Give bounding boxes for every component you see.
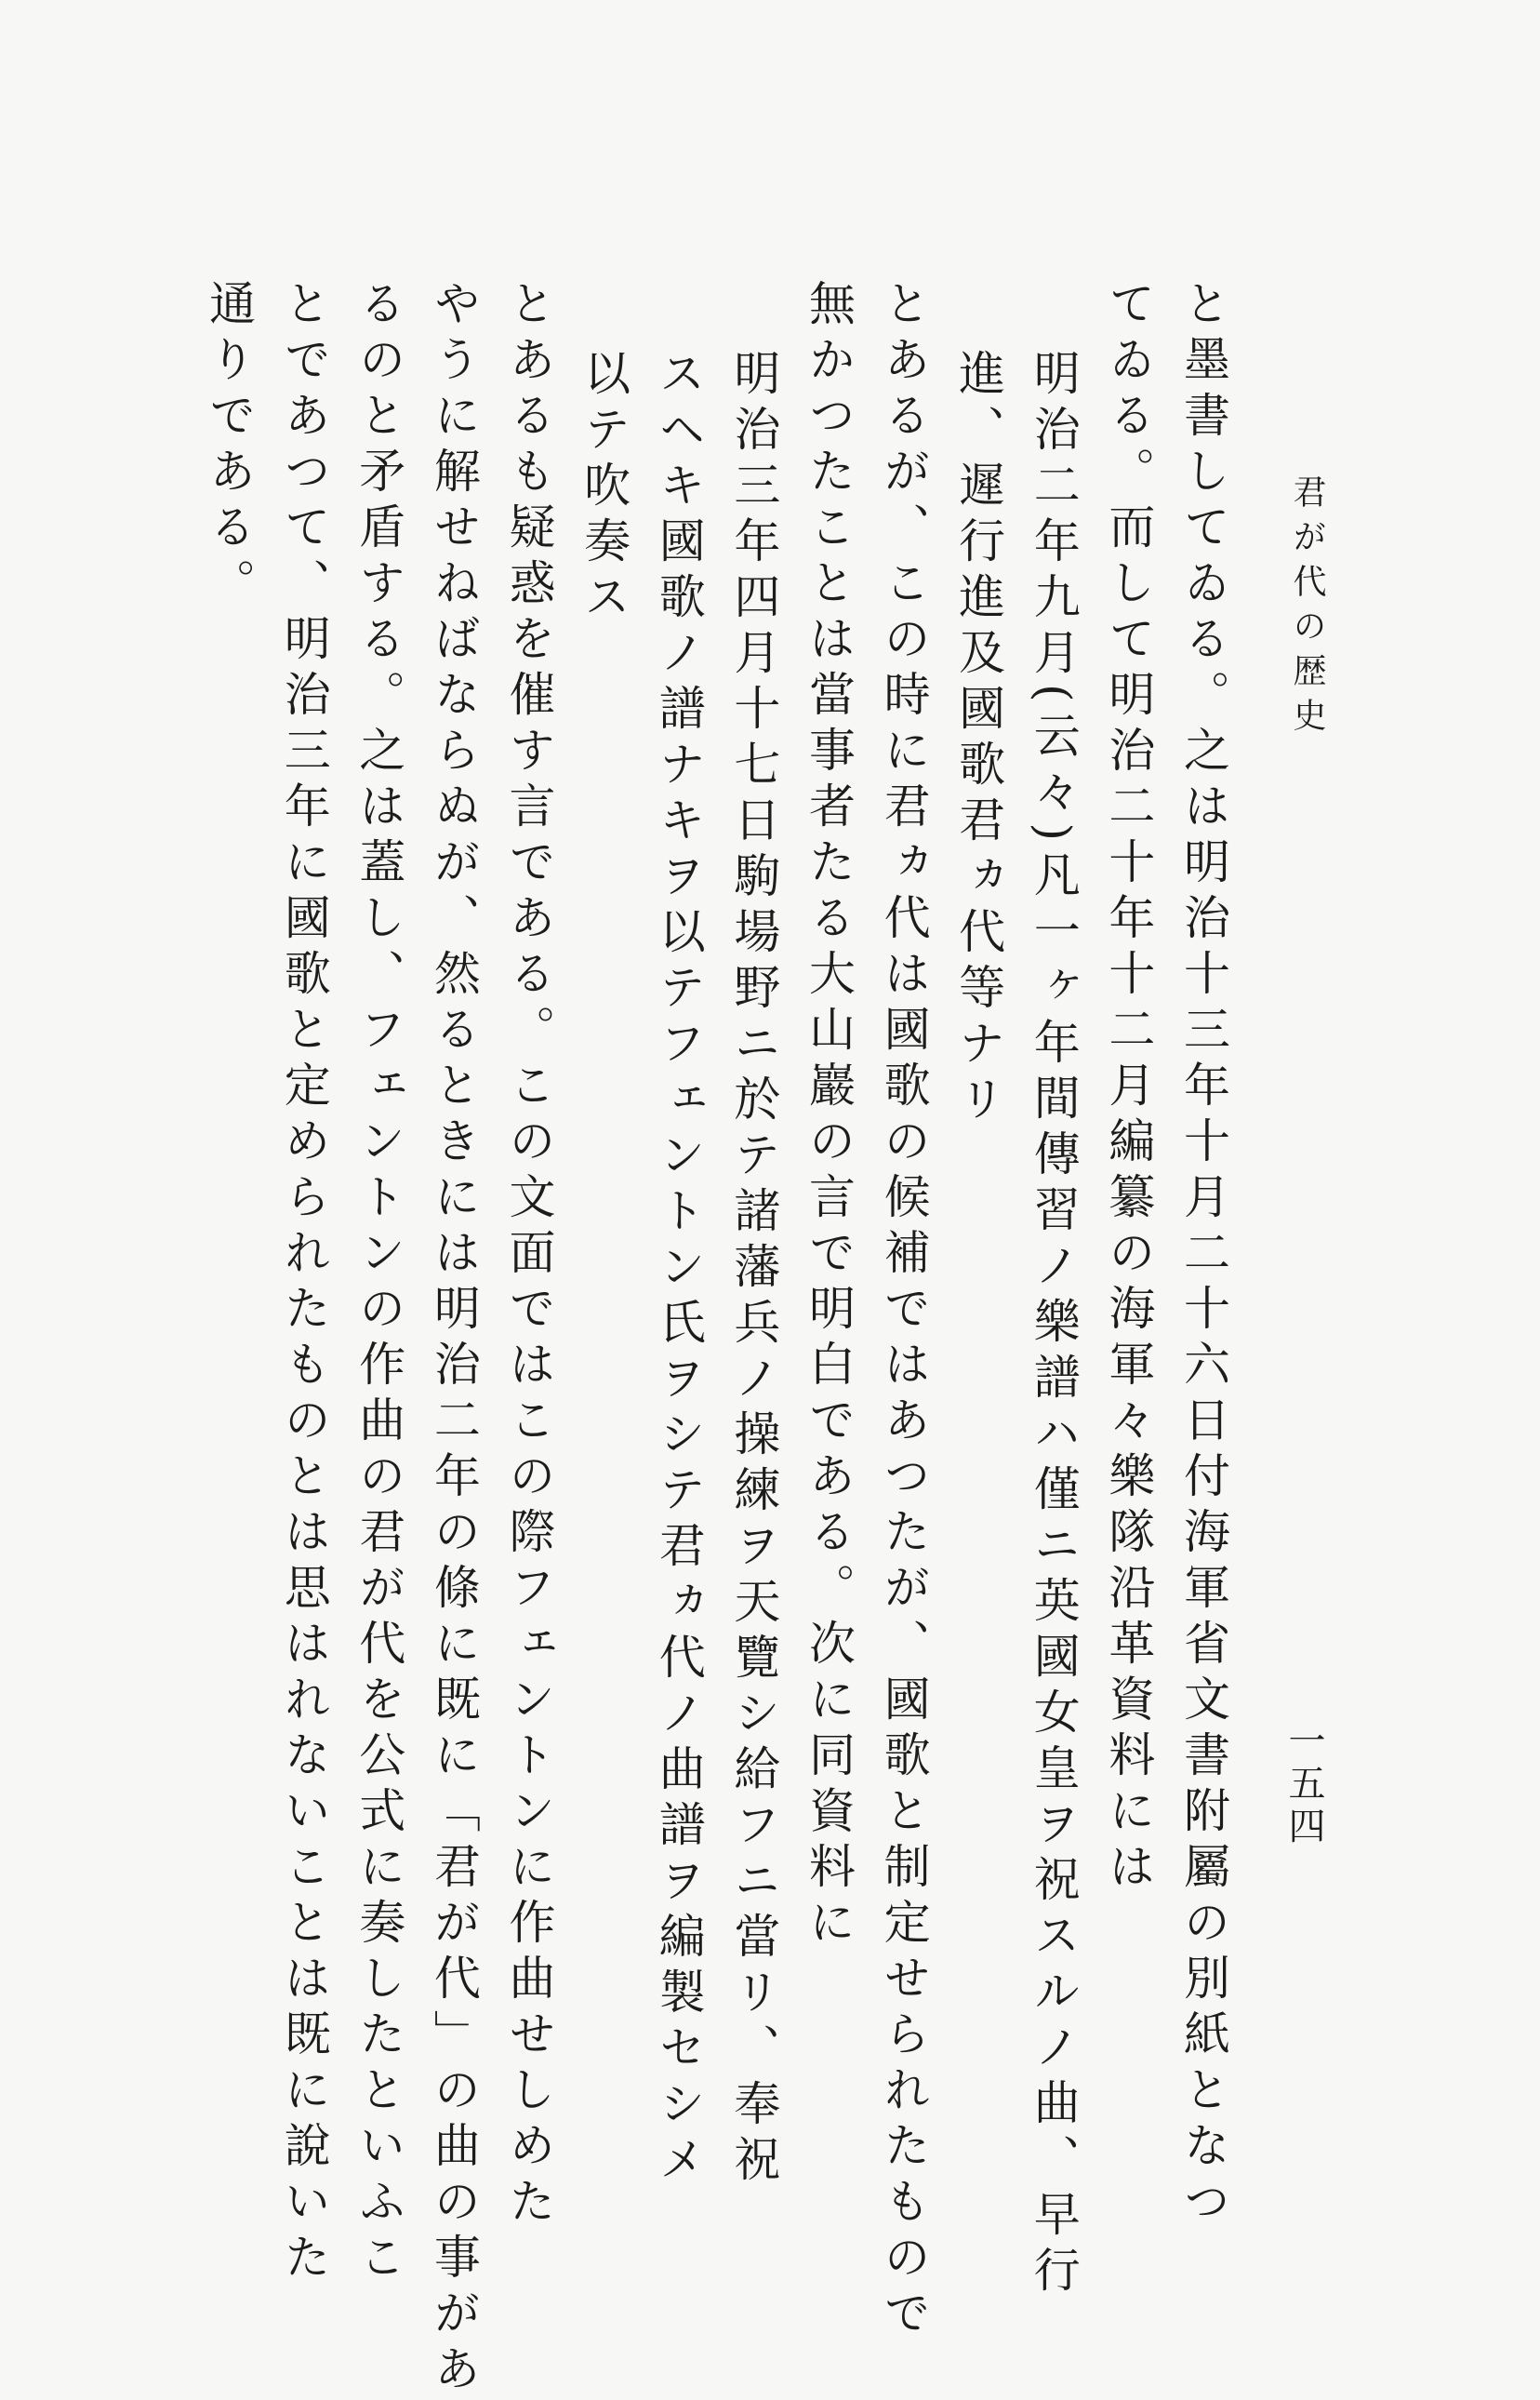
text-line: とあるも疑惑を催す言である。この文面ではこの際フェントンに作曲せしめた bbox=[501, 279, 556, 2233]
text-line: てゐる。而して明治二十年十二月編纂の海軍々樂隊沿革資料には bbox=[1101, 279, 1156, 1898]
text-line: 無かつたことは當事者たる大山巖の言で明白である。次に同資料に bbox=[801, 279, 856, 1953]
body-text bbox=[195, 279, 1237, 2400]
quote-line: 以テ吹奏ス bbox=[577, 349, 631, 628]
text-line: とであつて、明治三年に國歌と定められたものとは思はれないことは既に說いた bbox=[276, 279, 331, 2288]
text-line: るのと矛盾する。之は蓋し、フェントンの作曲の君が代を公式に奏したといふこ bbox=[352, 279, 406, 2288]
text-line: と墨書してゐる。之は明治十三年十月二十六日付海軍省文書附屬の別紙となつ bbox=[1176, 279, 1230, 2233]
running-head-title: 君が代の歴史 bbox=[1288, 474, 1326, 742]
page-number: 一五四 bbox=[1282, 1721, 1325, 1849]
text-line: 通りである。 bbox=[202, 279, 257, 614]
quote-line: 進、遲行進及國歌君ヵ代等ナリ bbox=[951, 349, 1006, 1130]
text-line: とあるが、この時に君ヵ代は國歌の候補ではあつたが、國歌と制定せられたもので bbox=[876, 279, 931, 2344]
text-line: やうに解せねばならぬが、然るときには明治二年の條に既に「君が代」の曲の事があ bbox=[426, 279, 481, 2400]
quote-line: 明治二年九月(云々)凡一ヶ年間傳習ノ樂譜ハ僅ニ英國女皇ヲ祝スルノ曲、早行 bbox=[1026, 349, 1081, 2302]
quote-line: 明治三年四月十七日駒場野ニ於テ諸藩兵ノ操練ヲ天覽シ給フニ當リ、奉祝 bbox=[726, 349, 781, 2191]
quote-line: スヘキ國歌ノ譜ナキヲ以テフェントン氏ヲシテ君ヵ代ノ曲譜ヲ編製セシメ bbox=[651, 349, 706, 2191]
